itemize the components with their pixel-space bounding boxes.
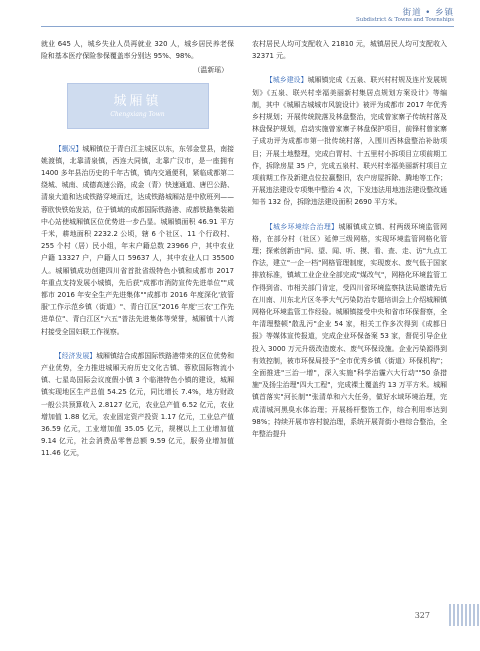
urban-construction-paragraph (252, 74, 447, 208)
overview-paragraph (41, 143, 234, 338)
left-intro-paragraph: 就业 645 人，城乡失业人员再就业 320 人，城乡居民养老保险和基本医疗保险参保覆盖率分别达 95%、98%。 (41, 40, 234, 61)
town-banner-subtitle: Chengxiang Town (110, 110, 165, 118)
environment-text: 城厢镇成立镇、村两级环境监管网格，在部分村（社区）延伸三级网格，实现环境监管网格化管理；探索创新由"问、望、闻、听、摸、看、查、走、访"九点工作法，建立"一企一档"网格管理制度，实现废水、废气低于国家排放标准，镇域工业企业全部完成"煤改气"，网格化环境监管工作得到省、市相关部门肯定，受四川省环境监察执法局邀请先后在川南、川东北片区冬季大气污染防治专题培训会上介绍城厢镇网格化环境监管工作经验。城厢镇接受中央和省市环保督察，全年清理整顿"散乱污"企业 54 家，相关工作多次得到《成都日报》等媒体宣传报道，完成企业环保备案 53 家，督促引导企业投入 3000 万元升级改造废水、废气环保设施。企业污染源得到有效控制，被市环保局授予"全市优秀乡镇（街道）环保机构"；全面推进"三治一增"，深入实施"科学治霾六大行动""50 条措施"及扬尘治理"四大工程"，完成裸土覆盖约 13 万平方米。城厢镇首落实"河长制""张清单和六大任务，做好水域环境治理，完成清城河黑臭水体治理；开展杨杆整饬工作，综合利用率达到 98%；持续开展市容村貌治理，系统开展背街小巷综合整治，全年整治提升 (252, 222, 448, 439)
overview-tag: 【概况】 (54, 144, 83, 153)
section-subtitle: Subdistrict & Towns and Townships (356, 17, 454, 23)
town-banner-title: 城厢镇 (113, 93, 162, 109)
environment-tag: 【城乡环境综合治理】 (265, 222, 339, 231)
left-column (41, 38, 234, 460)
right-column (252, 38, 447, 440)
author-signature: （温新瑶） (193, 66, 228, 75)
header-divider (41, 26, 454, 27)
town-banner (67, 83, 209, 129)
right-intro-paragraph: 农村居民人均可支配收入 21810 元，城镇居民人均可支配收入 32371 元。 (252, 40, 447, 61)
economy-paragraph (41, 350, 234, 460)
overview-text: 城厢镇位于青白江主城区以东，东邻金堂县，南接姚渡镇，北靠清泉镇，西连大同镇，北靠广汉市，是一座拥有 1400 多年县治历史的千年古镇，镇内交通便利，紧临成都第二绕城、城南、成德高速公路，成金（青）快速通道、唐巴公路、清泉大道和达成铁路穿境而过，达成铁路城厢站是中欧班列——蓉欧快铁始发站，位于镇域的成都国际铁路港、成都铁路集装箱中心站使城厢镇区位优势进一步凸显。城厢镇面积 46.91 平方千米，耕地面积 2232.2 公顷，辖 6 个社区、11 个行政村、255 个村（居）民小组，年末户籍总数 23966 户，其中农业户籍 13327 户，户籍人口 59637 人，其中农业人口 35500 人。城厢镇成功创建四川省首批省级特色小镇和成都市 2017 年重点支持发展小城镇，先后获"成都市消防宣传先进单位""成都市 2016 年安全生产先进集体""成都市 2016 年度深化'放管服'工作示范乡镇（街道）"、青白江区"2016 年度'三农'工作先进单位"、青白江区"六五"普法先进集体等荣誉，城厢镇十八湾村接受全国妇联工作视察。 (41, 144, 235, 336)
page-edge-decoration (449, 604, 480, 626)
urban-construction-text: 城厢镇完成《五泉、联兴村村规及连片发展规划》《五泉、联兴村幸福美丽新村集居点规划方案设计》等编制，其中《城厢古城城市风貌设计》被评为成都市 2017 年优秀乡村规划；开展传统院落及林盘整治，完成曾家寨子传统村落及林盘保护规划，启动实施曾家寨子林盘保护项目，前锋村曾家寨子成功评为成都市第一批传统村落，入围川西林盘整治补助项目；开展土地整理，完成白胃村、十五里村小拆项目立项前期工作，拆除房屋 35 户，完成五泉村、联兴村幸福美丽新村项目立项前期工作及新建点位拉赢整旧，农户房屋拆除、腾地等工作；开展违法建设专项集中整治 4 次，下发违法用地违法建设整改通知书 132 份，拆除违法建设面积 2690 平方米。 (252, 76, 448, 207)
economy-tag: 【经济发展】 (54, 351, 97, 360)
section-title: 街道 • 乡镇 (402, 8, 454, 18)
page-number: 327 (414, 611, 430, 620)
economy-text: 城厢镇结合成都国际铁路港带来的区位优势和产业优势，全力推进城厢天府历史文化古镇、蓉欧国际物流小镇、七星岛国际会议度假小镇 3 个临港特色小镇的建设，城厢镇实现地区生产总值 54.25 亿元，同比增长 7.4%，地方财政一般公共预算收入 2.8127 亿元，农业总产值 6.52 亿元，农业增加值 1.88 亿元，农业固定资产投资 1.17 亿元，工业总产值 36.59 亿元，工业增加值 35.05 亿元，规模以上工业增加值 9.14 亿元，社会消费品零售总额 9.59 亿元，服务业增加值 11.46 亿元， (41, 351, 235, 458)
environment-paragraph (252, 221, 447, 441)
urban-construction-tag: 【城乡建设】 (265, 76, 308, 85)
